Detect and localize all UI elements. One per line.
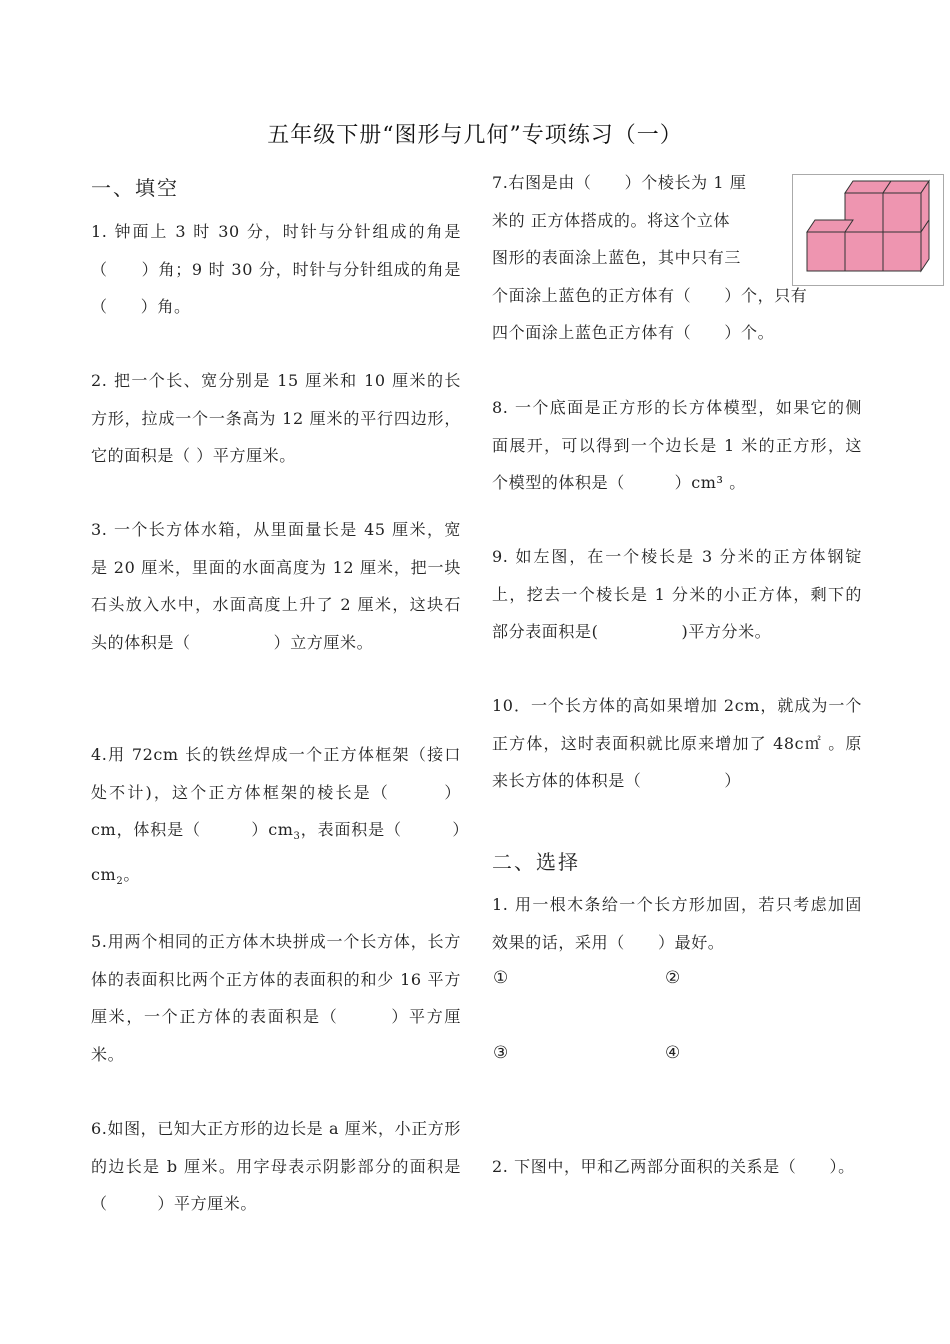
question-4-text-c: 。 [123,864,140,884]
question-7-line-2: 米的 正方体搭成的。将这个立体 [492,210,731,230]
cube-stack-drawing [793,175,943,285]
cube-top-face-3 [807,220,853,232]
section-choice-heading: 二、选择 [492,850,580,874]
cube-front-upper-1 [845,193,883,232]
question-8: 8. 一个底面是正方形的长方体模型，如果它的侧面展开，可以得到一个边长是 1 米的正方形，这个模型的体积是（ ）cm³ 。 [492,398,862,492]
cube-front-upper-2 [883,193,921,232]
question-9: 9. 如左图，在一个棱长是 3 分米的正方体钢锭上，挖去一个棱长是 1 分米的小正方体，剩下的部分表面积是( )平方分米。 [492,547,862,641]
choice-1-option-1: ① [493,968,509,988]
choice-1-option-3: ③ [493,1043,509,1063]
question-7-line-1: 7.右图是由（ ）个棱长为 1 厘 [492,173,747,192]
question-7-line-5: 四个面涂上蓝色正方体有（ ）个。 [492,323,775,342]
page-title: 五年级下册“图形与几何”专项练习（一） [267,123,683,148]
choice-question-1: 1. 用一根木条给一个长方形加固，若只考虑加固效果的话，采用（ ）最好。 [492,895,862,952]
section-fill-in-heading: 一、填空 [91,176,179,200]
question-10: 10．一个长方体的高如果增加 2cm，就成为一个正方体，这时表面积就比原来增加了 48c㎡ 。原来长方体的体积是（ ） [492,696,862,790]
question-4-exp3: 3 [293,831,301,843]
question-7-line-3: 图形的表面涂上蓝色，其中只有三 [492,248,742,267]
cube-front-lower-2 [845,232,883,271]
question-4 [91,736,461,900]
cube-front-lower-3 [883,232,921,271]
choice-1-option-2: ② [665,968,681,988]
question-2: 2. 把一个长、宽分别是 15 厘米和 10 厘米的长方形，拉成一个一条高为 12 厘米的平行四边形，它的面积是（ ）平方厘米。 [91,371,461,465]
question-5: 5.用两个相同的正方体木块拼成一个长方体，长方体的表面积比两个正方体的表面积的和少 16 平方厘米，一个正方体的表面积是（ ）平方厘米。 [91,932,461,1064]
question-3: 3. 一个长方体水箱，从里面量长是 45 厘米，宽是 20 厘米，里面的水面高度为 12 厘米，把一块石头放入水中，水面高度上升了 2 厘米，这块石头的体积是（ ）立方厘米。 [91,520,461,652]
question-7-line-4: 个面涂上蓝色的正方体有（ ）个，只有 [492,285,808,305]
cube-front-lower-1 [807,232,845,271]
question-4-text-a: 4.用 72cm 长的铁丝焊成一个正方体框架（接口处不计)，这个正方体框架的棱长是（ ）cm，体积是（ ）cm [91,745,461,839]
choice-question-2: 2. 下图中，甲和乙两部分面积的关系是（ ）。 [492,1157,855,1176]
question-4-text-b: ，表面积是（ ）cm [91,820,461,884]
question-1: 1. 钟面上 3 时 30 分，时针与分针组成的角是（ ）角；9 时 30 分，时针与分针组成的角是（ ）角。 [91,222,461,316]
choice-1-option-4: ④ [665,1043,681,1063]
question-4-exp2: 2 [116,875,124,887]
question-6: 6.如图，已知大正方形的边长是 a 厘米，小正方形的边长是 b 厘米。用字母表示阴影部分的面积是（ ）平方厘米。 [91,1119,461,1213]
cube-stack-figure [792,174,944,286]
